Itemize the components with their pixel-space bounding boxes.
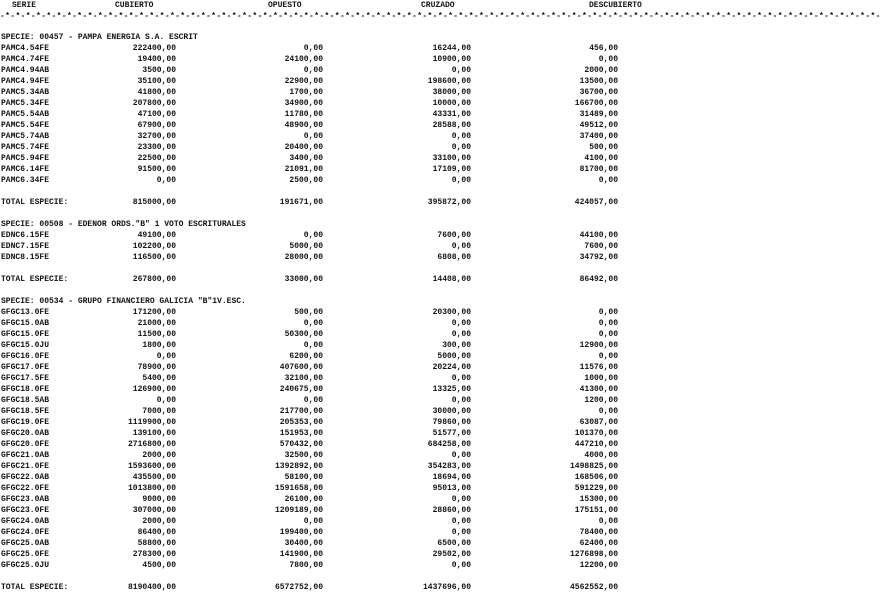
cubierto-cell: 3500,00 <box>142 66 176 75</box>
species-container <box>0 21 650 593</box>
serie-cell: EDNC7.15FE <box>1 242 50 251</box>
table-row <box>0 516 650 527</box>
cruzado-cell: 18694,00 <box>432 473 471 482</box>
cubierto-cell: 278300,00 <box>132 550 176 559</box>
serie-cell: GFGC21.0FE <box>1 462 50 471</box>
serie-cell: GFGC13.0FE <box>1 308 50 317</box>
descubierto-cell: 1200,00 <box>584 396 618 405</box>
descubierto-cell: 168506,00 <box>574 473 618 482</box>
table-row <box>0 373 650 384</box>
column-header-serie: SERIE <box>12 1 37 10</box>
species-title-row <box>0 32 650 43</box>
cubierto-cell: 35100,00 <box>137 77 176 86</box>
descubierto-cell: 500,00 <box>589 143 618 152</box>
cubierto-cell: 435500,00 <box>132 473 176 482</box>
cubierto-cell: 5400,00 <box>142 374 176 383</box>
opuesto-cell: 0,00 <box>303 231 323 240</box>
serie-cell: GFGC17.5FE <box>1 374 50 383</box>
descubierto-cell: 0,00 <box>598 55 618 64</box>
cubierto-cell: 21000,00 <box>137 319 176 328</box>
cruzado-cell: 0,00 <box>451 451 471 460</box>
cruzado-cell: 0,00 <box>451 396 471 405</box>
opuesto-cell: 3400,00 <box>289 154 323 163</box>
cruzado-cell: 95013,00 <box>432 484 471 493</box>
table-row <box>0 494 650 505</box>
table-row <box>0 560 650 571</box>
cubierto-cell: 2000,00 <box>142 517 176 526</box>
total-label: TOTAL ESPECIE: <box>1 275 69 284</box>
cruzado-cell: 354283,00 <box>427 462 471 471</box>
table-row <box>0 439 650 450</box>
cruzado-cell: 300,00 <box>442 341 471 350</box>
serie-cell: GFGC18.5AB <box>1 396 50 405</box>
cubierto-cell: 78900,00 <box>137 363 176 372</box>
opuesto-cell: 32500,00 <box>284 451 323 460</box>
serie-cell: PAMC6.14FE <box>1 165 50 174</box>
descubierto-cell: 34792,00 <box>579 253 618 262</box>
serie-cell: PAMC5.74FE <box>1 143 50 152</box>
table-row <box>0 98 650 109</box>
total-cubierto: 267800,00 <box>132 275 176 284</box>
serie-cell: PAMC5.54AB <box>1 110 50 119</box>
table-row <box>0 87 650 98</box>
descubierto-cell: 456,00 <box>589 44 618 53</box>
cruzado-cell: 0,00 <box>451 132 471 141</box>
cruzado-cell: 43331,00 <box>432 110 471 119</box>
table-row <box>0 527 650 538</box>
column-header-row <box>0 0 650 12</box>
species-title: SPECIE: 00508 - EDENOR ORDS."B" 1 VOTO ESCRITURALES <box>1 220 246 229</box>
cubierto-cell: 11500,00 <box>137 330 176 339</box>
serie-cell: GFGC19.0FE <box>1 418 50 427</box>
descubierto-cell: 81700,00 <box>579 165 618 174</box>
cruzado-cell: 38000,00 <box>432 88 471 97</box>
serie-cell: GFGC25.0FE <box>1 550 50 559</box>
cruzado-cell: 0,00 <box>451 319 471 328</box>
opuesto-cell: 0,00 <box>303 66 323 75</box>
descubierto-cell: 4100,00 <box>584 154 618 163</box>
table-row <box>0 252 650 263</box>
table-row <box>0 384 650 395</box>
table-row <box>0 505 650 516</box>
total-cubierto: 8190400,00 <box>127 583 176 592</box>
descubierto-cell: 1000,00 <box>584 374 618 383</box>
cubierto-cell: 0,00 <box>156 176 176 185</box>
descubierto-cell: 31489,00 <box>579 110 618 119</box>
cruzado-cell: 0,00 <box>451 330 471 339</box>
table-row <box>0 351 650 362</box>
descubierto-cell: 1498825,00 <box>569 462 618 471</box>
descubierto-cell: 591229,00 <box>574 484 618 493</box>
opuesto-cell: 34900,00 <box>284 99 323 108</box>
opuesto-cell: 199400,00 <box>279 528 323 537</box>
table-row <box>0 76 650 87</box>
serie-cell: GFGC24.0FE <box>1 528 50 537</box>
descubierto-cell: 0,00 <box>598 330 618 339</box>
opuesto-cell: 0,00 <box>303 44 323 53</box>
cruzado-cell: 10900,00 <box>432 55 471 64</box>
serie-cell: GFGC17.0FE <box>1 363 50 372</box>
descubierto-cell: 0,00 <box>598 352 618 361</box>
cruzado-cell: 0,00 <box>451 143 471 152</box>
opuesto-cell: 24100,00 <box>284 55 323 64</box>
blank-line <box>0 285 650 296</box>
cruzado-cell: 17109,00 <box>432 165 471 174</box>
table-row <box>0 307 650 318</box>
total-label: TOTAL ESPECIE: <box>1 583 69 592</box>
cruzado-cell: 0,00 <box>451 517 471 526</box>
species-block <box>0 208 650 285</box>
total-opuesto: 33000,00 <box>284 275 323 284</box>
table-row <box>0 65 650 76</box>
cruzado-cell: 198600,00 <box>427 77 471 86</box>
descubierto-cell: 101370,00 <box>574 429 618 438</box>
serie-cell: GFGC20.0AB <box>1 429 50 438</box>
opuesto-cell: 151953,00 <box>279 429 323 438</box>
cubierto-cell: 41800,00 <box>137 88 176 97</box>
opuesto-cell: 50300,00 <box>284 330 323 339</box>
cubierto-cell: 32700,00 <box>137 132 176 141</box>
total-row <box>0 582 650 593</box>
serie-cell: GFGC15.0JU <box>1 341 50 350</box>
serie-cell: GFGC16.0FE <box>1 352 50 361</box>
opuesto-cell: 1209189,00 <box>274 506 323 515</box>
total-descubierto: 86492,00 <box>579 275 618 284</box>
opuesto-cell: 0,00 <box>303 396 323 405</box>
serie-cell: GFGC15.0AB <box>1 319 50 328</box>
table-row <box>0 164 650 175</box>
total-opuesto: 191671,00 <box>279 198 323 207</box>
cruzado-cell: 51577,00 <box>432 429 471 438</box>
descubierto-cell: 49512,00 <box>579 121 618 130</box>
table-row <box>0 54 650 65</box>
cruzado-cell: 0,00 <box>451 66 471 75</box>
descubierto-cell: 11576,00 <box>579 363 618 372</box>
column-header-descubierto: DESCUBIERTO <box>589 1 642 10</box>
descubierto-cell: 0,00 <box>598 308 618 317</box>
total-row <box>0 197 650 208</box>
descubierto-cell: 1276898,00 <box>569 550 618 559</box>
table-row <box>0 131 650 142</box>
cubierto-cell: 1119900,00 <box>127 418 176 427</box>
cruzado-cell: 29502,00 <box>432 550 471 559</box>
serie-cell: GFGC21.0AB <box>1 451 50 460</box>
descubierto-cell: 0,00 <box>598 319 618 328</box>
serie-cell: GFGC18.0FE <box>1 385 50 394</box>
header-separator: -*-*-*-*-*-*-*-*-*-*-*-*-*-*-*-*-*-*-*-*-*-*-*-*-*-*-*-*-*-*-*-*-*-*-*-*-*-*-*-*-*-*-*-*-*-*-*-*-*-*-*-*-*-*-*-*-*-*-*-*-*-*-*-*-*-*-*-*-*-*-*-*-*-*-*-*-*-*-*-*-*-*-*-*-*- <box>0 12 881 21</box>
descubierto-cell: 7600,00 <box>584 242 618 251</box>
serie-cell: PAMC5.94FE <box>1 154 50 163</box>
descubierto-cell: 166700,00 <box>574 99 618 108</box>
opuesto-cell: 0,00 <box>303 341 323 350</box>
cubierto-cell: 1800,00 <box>142 341 176 350</box>
opuesto-cell: 7800,00 <box>289 561 323 570</box>
column-header-opuesto: OPUESTO <box>268 1 302 10</box>
table-row <box>0 329 650 340</box>
cruzado-cell: 6500,00 <box>437 539 471 548</box>
cruzado-cell: 0,00 <box>451 374 471 383</box>
species-block <box>0 21 650 208</box>
cubierto-cell: 171200,00 <box>132 308 176 317</box>
opuesto-cell: 217700,00 <box>279 407 323 416</box>
table-row <box>0 142 650 153</box>
serie-cell: GFGC25.0JU <box>1 561 50 570</box>
table-row <box>0 472 650 483</box>
descubierto-cell: 41300,00 <box>579 385 618 394</box>
table-row <box>0 230 650 241</box>
opuesto-cell: 570432,00 <box>279 440 323 449</box>
cubierto-cell: 9000,00 <box>142 495 176 504</box>
cubierto-cell: 2000,00 <box>142 451 176 460</box>
table-row <box>0 175 650 186</box>
total-opuesto: 6572752,00 <box>274 583 323 592</box>
cubierto-cell: 49100,00 <box>137 231 176 240</box>
serie-cell: GFGC18.5FE <box>1 407 50 416</box>
total-label: TOTAL ESPECIE: <box>1 198 69 207</box>
total-cruzado: 1437696,00 <box>422 583 471 592</box>
total-cruzado: 395872,00 <box>427 198 471 207</box>
cubierto-cell: 67900,00 <box>137 121 176 130</box>
table-row <box>0 395 650 406</box>
total-descubierto: 4562552,00 <box>569 583 618 592</box>
cruzado-cell: 30000,00 <box>432 407 471 416</box>
opuesto-cell: 407600,00 <box>279 363 323 372</box>
opuesto-cell: 28000,00 <box>284 253 323 262</box>
cruzado-cell: 20224,00 <box>432 363 471 372</box>
opuesto-cell: 1392892,00 <box>274 462 323 471</box>
cubierto-cell: 139100,00 <box>132 429 176 438</box>
total-cubierto: 815000,00 <box>132 198 176 207</box>
opuesto-cell: 500,00 <box>294 308 323 317</box>
cruzado-cell: 0,00 <box>451 176 471 185</box>
opuesto-cell: 32100,00 <box>284 374 323 383</box>
cruzado-cell: 7600,00 <box>437 231 471 240</box>
table-row <box>0 120 650 131</box>
opuesto-cell: 1591658,00 <box>274 484 323 493</box>
opuesto-cell: 48900,00 <box>284 121 323 130</box>
cubierto-cell: 1593600,00 <box>127 462 176 471</box>
blank-line <box>0 21 650 32</box>
cubierto-cell: 2716800,00 <box>127 440 176 449</box>
table-row <box>0 450 650 461</box>
serie-cell: EDNC8.15FE <box>1 253 50 262</box>
cubierto-cell: 307000,00 <box>132 506 176 515</box>
opuesto-cell: 0,00 <box>303 132 323 141</box>
opuesto-cell: 20400,00 <box>284 143 323 152</box>
descubierto-cell: 13500,00 <box>579 77 618 86</box>
cubierto-cell: 91500,00 <box>137 165 176 174</box>
cruzado-cell: 13325,00 <box>432 385 471 394</box>
table-row <box>0 362 650 373</box>
serie-cell: PAMC5.34AB <box>1 88 50 97</box>
cruzado-cell: 28588,00 <box>432 121 471 130</box>
serie-cell: PAMC6.34FE <box>1 176 50 185</box>
opuesto-cell: 2500,00 <box>289 176 323 185</box>
cubierto-cell: 23300,00 <box>137 143 176 152</box>
table-row <box>0 241 650 252</box>
table-row <box>0 318 650 329</box>
serie-cell: PAMC5.54FE <box>1 121 50 130</box>
descubierto-cell: 0,00 <box>598 517 618 526</box>
cruzado-cell: 0,00 <box>451 495 471 504</box>
cubierto-cell: 86400,00 <box>137 528 176 537</box>
table-row <box>0 549 650 560</box>
table-row <box>0 417 650 428</box>
serie-cell: PAMC4.94AB <box>1 66 50 75</box>
opuesto-cell: 58100,00 <box>284 473 323 482</box>
cruzado-cell: 0,00 <box>451 528 471 537</box>
opuesto-cell: 240675,00 <box>279 385 323 394</box>
cubierto-cell: 222400,00 <box>132 44 176 53</box>
descubierto-cell: 0,00 <box>598 407 618 416</box>
opuesto-cell: 30400,00 <box>284 539 323 548</box>
table-row <box>0 538 650 549</box>
descubierto-cell: 12200,00 <box>579 561 618 570</box>
table-row <box>0 109 650 120</box>
cruzado-cell: 10000,00 <box>432 99 471 108</box>
cruzado-cell: 16244,00 <box>432 44 471 53</box>
cruzado-cell: 28860,00 <box>432 506 471 515</box>
serie-cell: GFGC22.0AB <box>1 473 50 482</box>
opuesto-cell: 26100,00 <box>284 495 323 504</box>
serie-cell: GFGC23.0AB <box>1 495 50 504</box>
serie-cell: EDNC6.15FE <box>1 231 50 240</box>
descubierto-cell: 447210,00 <box>574 440 618 449</box>
opuesto-cell: 1700,00 <box>289 88 323 97</box>
serie-cell: PAMC4.54FE <box>1 44 50 53</box>
total-descubierto: 424057,00 <box>574 198 618 207</box>
descubierto-cell: 37400,00 <box>579 132 618 141</box>
table-row <box>0 153 650 164</box>
cruzado-cell: 33100,00 <box>432 154 471 163</box>
species-title-row <box>0 296 650 307</box>
descubierto-cell: 4000,00 <box>584 451 618 460</box>
cubierto-cell: 47100,00 <box>137 110 176 119</box>
serie-cell: PAMC4.94FE <box>1 77 50 86</box>
table-row <box>0 43 650 54</box>
opuesto-cell: 6200,00 <box>289 352 323 361</box>
cubierto-cell: 4500,00 <box>142 561 176 570</box>
cubierto-cell: 58800,00 <box>137 539 176 548</box>
cubierto-cell: 102200,00 <box>132 242 176 251</box>
cubierto-cell: 0,00 <box>156 396 176 405</box>
opuesto-cell: 0,00 <box>303 319 323 328</box>
cubierto-cell: 126900,00 <box>132 385 176 394</box>
column-header-cubierto: CUBIERTO <box>115 1 154 10</box>
cruzado-cell: 79860,00 <box>432 418 471 427</box>
serie-cell: GFGC22.0FE <box>1 484 50 493</box>
cubierto-cell: 116500,00 <box>132 253 176 262</box>
serie-cell: PAMC4.74FE <box>1 55 50 64</box>
cruzado-cell: 20300,00 <box>432 308 471 317</box>
descubierto-cell: 15300,00 <box>579 495 618 504</box>
species-title: SPECIE: 00534 - GRUPO FINANCIERO GALICIA "B"1V.ESC. <box>1 297 246 306</box>
cubierto-cell: 19400,00 <box>137 55 176 64</box>
table-row <box>0 406 650 417</box>
species-title: SPECIE: 00457 - PAMPA ENERGIA S.A. ESCRIT <box>1 33 198 42</box>
table-row <box>0 461 650 472</box>
table-row <box>0 340 650 351</box>
cruzado-cell: 0,00 <box>451 561 471 570</box>
cruzado-cell: 0,00 <box>451 242 471 251</box>
descubierto-cell: 36700,00 <box>579 88 618 97</box>
cubierto-cell: 22500,00 <box>137 154 176 163</box>
cruzado-cell: 6808,00 <box>437 253 471 262</box>
total-row <box>0 274 650 285</box>
opuesto-cell: 141900,00 <box>279 550 323 559</box>
serie-cell: GFGC23.0FE <box>1 506 50 515</box>
opuesto-cell: 22900,00 <box>284 77 323 86</box>
cubierto-cell: 207800,00 <box>132 99 176 108</box>
serie-cell: GFGC24.0AB <box>1 517 50 526</box>
serie-cell: PAMC5.34FE <box>1 99 50 108</box>
table-row <box>0 483 650 494</box>
cubierto-cell: 0,00 <box>156 352 176 361</box>
total-cruzado: 14408,00 <box>432 275 471 284</box>
opuesto-cell: 205353,00 <box>279 418 323 427</box>
descubierto-cell: 175151,00 <box>574 506 618 515</box>
cruzado-cell: 684258,00 <box>427 440 471 449</box>
opuesto-cell: 21091,00 <box>284 165 323 174</box>
opuesto-cell: 5000,00 <box>289 242 323 251</box>
descubierto-cell: 12900,00 <box>579 341 618 350</box>
serie-cell: PAMC5.74AB <box>1 132 50 141</box>
descubierto-cell: 44100,00 <box>579 231 618 240</box>
cubierto-cell: 7000,00 <box>142 407 176 416</box>
species-block <box>0 285 650 593</box>
serie-cell: GFGC25.0AB <box>1 539 50 548</box>
column-header-cruzado: CRUZADO <box>421 1 455 10</box>
blank-line <box>0 571 650 582</box>
table-row <box>0 428 650 439</box>
serie-cell: GFGC20.0FE <box>1 440 50 449</box>
serie-cell: GFGC15.0FE <box>1 330 50 339</box>
descubierto-cell: 2000,00 <box>584 66 618 75</box>
species-title-row <box>0 219 650 230</box>
descubierto-cell: 78400,00 <box>579 528 618 537</box>
descubierto-cell: 62400,00 <box>579 539 618 548</box>
cruzado-cell: 5000,00 <box>437 352 471 361</box>
blank-line <box>0 263 650 274</box>
opuesto-cell: 11780,00 <box>284 110 323 119</box>
opuesto-cell: 0,00 <box>303 517 323 526</box>
descubierto-cell: 0,00 <box>598 176 618 185</box>
blank-line <box>0 208 650 219</box>
descubierto-cell: 63087,00 <box>579 418 618 427</box>
blank-line <box>0 186 650 197</box>
cubierto-cell: 1013800,00 <box>127 484 176 493</box>
